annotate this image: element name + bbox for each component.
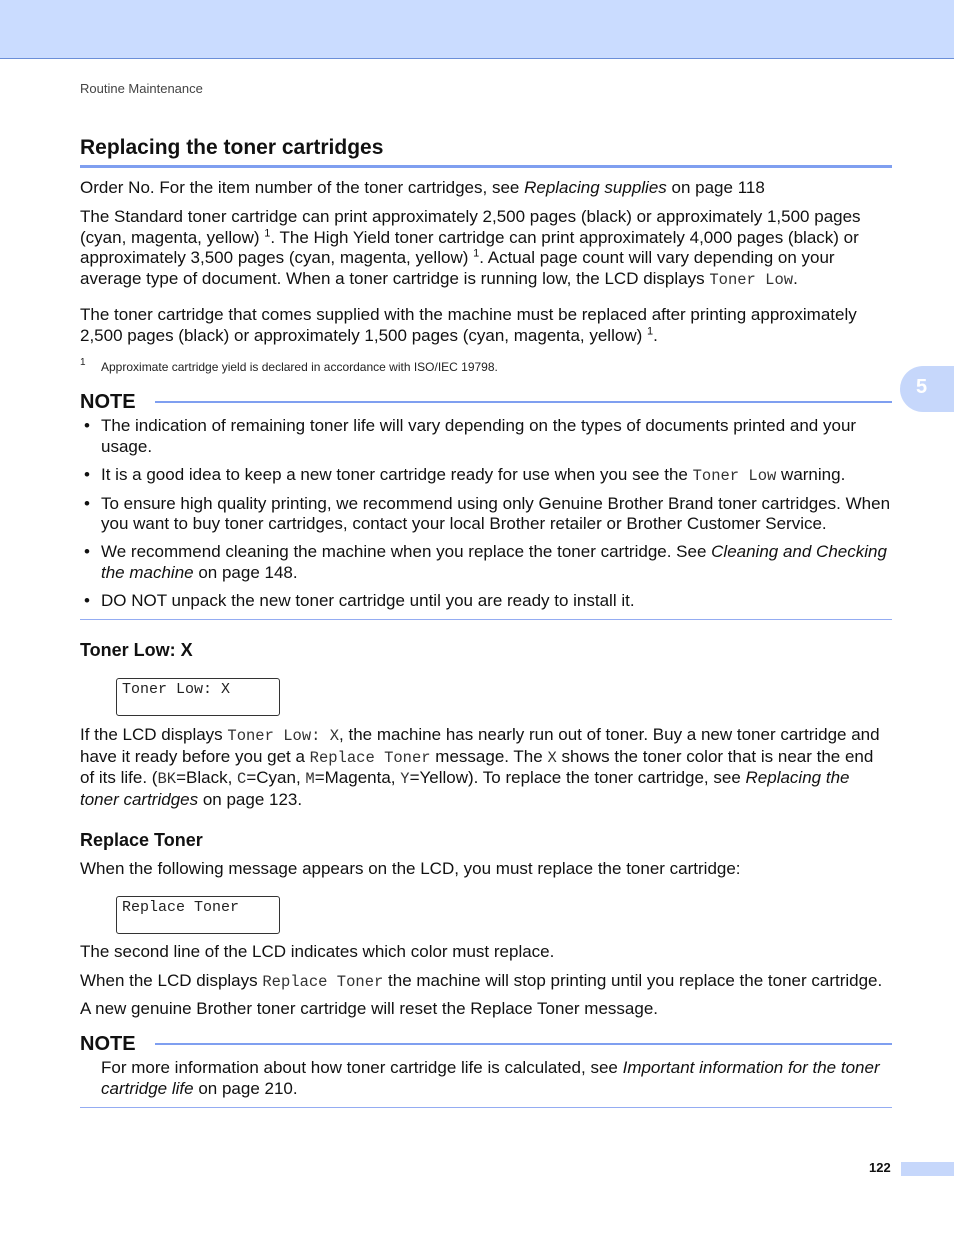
lcd-code: X	[547, 748, 557, 767]
yield-paragraph: The Standard toner cartridge can print approximately 2,500 pages (black) or approximately 1,500 pages (cyan, magenta, yellow) $^1$. The High Yield toner cartridge can print approximately 4,000 pages (black) or approximately 3,500 pages (cyan, magenta, yellow) $^1$. Actual page count will vary depending on your average type of document. When a toner cartridge is running low, the LCD displays Toner Low.	[80, 207, 861, 289]
note-rule	[155, 401, 892, 403]
footnote-text: Approximate cartridge yield is declared in accordance with ISO/IEC 19798.	[101, 360, 498, 374]
lcd-code: Replace Toner	[262, 973, 384, 991]
list-item: • It is a good idea to keep a new toner cartridge ready for use when you see the Toner Low warning.	[80, 465, 892, 487]
lcd-code: Y	[400, 770, 410, 788]
footnote-ref[interactable]: 1	[646, 324, 654, 337]
chapter-tab[interactable]	[900, 366, 954, 412]
breadcrumb: Routine Maintenance	[80, 81, 203, 96]
cleaning-link[interactable]: Cleaning and Checking the machine	[101, 542, 887, 582]
page-number: 122	[869, 1160, 891, 1175]
lcd-code: M	[305, 770, 315, 788]
lcd-code: BK	[157, 770, 177, 788]
note-end-rule	[80, 1107, 892, 1108]
chapter-number: 5	[916, 376, 928, 398]
list-item: • The indication of remaining toner life will vary depending on the types of documents printed and your usage.	[80, 416, 892, 457]
note-bullets	[80, 416, 892, 619]
supplied-cartridge-paragraph: The toner cartridge that comes supplied with the machine must be replaced after printing approximately 2,500 pages (black) or approximately 1,500 pages (cyan, magenta, yellow) $^1$.	[80, 305, 857, 345]
list-item: • We recommend cleaning the machine when you replace the toner cartridge. See Cleaning and Checking the machine on page 148.	[80, 542, 892, 583]
replacing-toner-link[interactable]: Replacing the toner cartridges	[80, 768, 850, 809]
list-item: • To ensure high quality printing, we recommend using only Genuine Brother Brand toner cartridges. When you want to buy toner cartridges, contact your local Brother retailer or Brother Customer Service.	[80, 494, 892, 535]
note-end-rule	[80, 619, 892, 620]
replace-toner-intro: When the following message appears on the LCD, you must replace the toner cartridge:	[80, 859, 741, 878]
lcd-display-toner-low: Toner Low: X	[116, 678, 280, 716]
stop-printing-paragraph: When the LCD displays Replace Toner the machine will stop printing until you replace the toner cartridge.	[80, 971, 883, 991]
toner-low-heading: Toner Low: X	[80, 640, 193, 660]
lcd-code: Replace Toner	[309, 748, 431, 767]
page-number-bar	[901, 1162, 954, 1176]
replace-toner-heading: Replace Toner	[80, 830, 203, 850]
lcd-display-replace-toner: Replace Toner	[116, 896, 280, 934]
lcd-code: C	[237, 770, 247, 788]
lcd-code: Toner Low	[692, 466, 777, 485]
lcd-code: Toner Low: X	[227, 727, 340, 745]
footnote-ref[interactable]: 1	[264, 226, 271, 239]
footnote-number: 1	[80, 357, 86, 368]
toner-low-paragraph: If the LCD displays Toner Low: X, the machine has nearly run out of toner. Buy a new toner cartridge and have it ready before you get a Replace Toner message. The X shows the toner color that is near the end of its life. (BK=Black, C=Cyan, M=Magenta, Y=Yellow). To replace the toner cartridge, see Replacing the toner cartridges on page 123.	[80, 725, 880, 809]
replacing-supplies-link[interactable]: Replacing supplies	[524, 178, 667, 197]
list-item: • DO NOT unpack the new toner cartridge until you are ready to install it.	[80, 591, 892, 612]
note-text: For more information about how toner cartridge life is calculated, see Important information for the toner cartridge life on page 210.	[101, 1058, 880, 1098]
reset-paragraph: A new genuine Brother toner cartridge will reset the Replace Toner message.	[80, 999, 659, 1018]
page-header-band	[0, 0, 954, 59]
lcd-code: Toner Low	[709, 270, 794, 289]
note-rule	[155, 1043, 892, 1045]
order-paragraph: Order No. For the item number of the toner cartridges, see Replacing supplies on page 118	[80, 178, 765, 197]
footnote-ref[interactable]: 1	[473, 247, 480, 260]
note-heading: NOTE	[80, 391, 136, 413]
second-line-paragraph: The second line of the LCD indicates which color must replace.	[80, 942, 555, 961]
section-title: Replacing the toner cartridges	[80, 136, 384, 159]
note-heading: NOTE	[80, 1033, 136, 1055]
title-rule	[80, 165, 892, 168]
toner-life-link[interactable]: Important information for the toner cartridge life	[101, 1058, 880, 1098]
